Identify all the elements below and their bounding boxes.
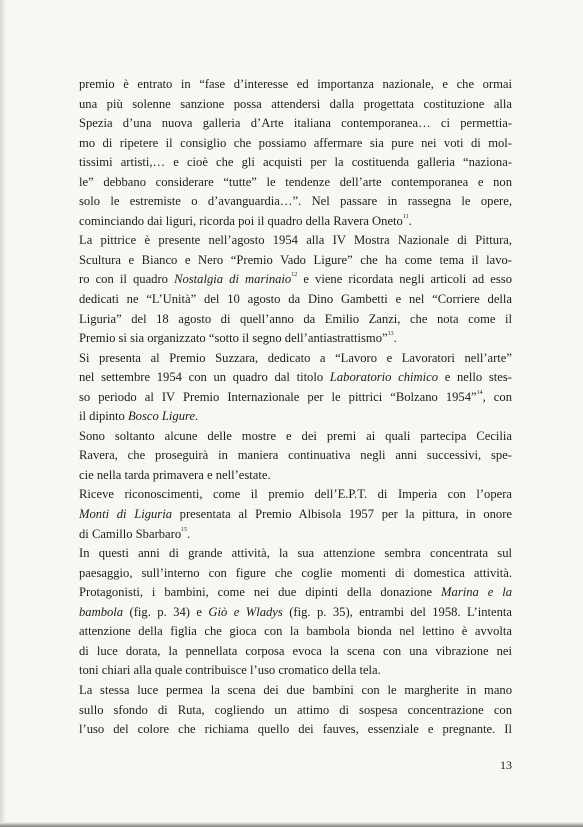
text-line [79, 231, 512, 251]
text-run: Si presenta al Premio Suzzara, dedicato a “Lavoro e Lavoratori nell’arte” [79, 350, 512, 365]
text-line [79, 310, 512, 330]
page-number: 13 [500, 758, 512, 772]
paragraph [79, 544, 512, 681]
italic-title: Marina e la [441, 585, 513, 600]
text-line [79, 388, 512, 408]
text-run: Protagonisti, i bambini, come nei due dipinti della donazione [79, 585, 442, 600]
text-run: Spezia d’una nuova galleria d’Arte italiana contemporanea… ci permettia- [79, 116, 512, 131]
text-run: . [187, 526, 191, 541]
paragraph [79, 231, 512, 348]
footnote-marker: 14 [476, 389, 483, 396]
text-run: Ravera, che proseguirà in maniera continuativa negli anni successivi, spe- [79, 448, 512, 463]
text-run: presentata al Premio Albisola 1957 per la pittura, in onore [172, 507, 513, 522]
text-line [79, 466, 512, 486]
text-line [79, 505, 512, 525]
text-line [79, 95, 512, 115]
paragraph [79, 485, 512, 544]
text-run: e viene ricordata negli articoli ad esso [297, 272, 512, 287]
text-line [79, 212, 512, 232]
text-run: Sono soltanto alcune delle mostre e dei premi ai quali partecipa Cecilia [79, 428, 512, 443]
text-run: La stessa luce permea la scena dei due bambini con le margherite in mano [79, 682, 512, 697]
text-run: una più solenne sanzione possa attendersi dalla progettata costituzione alla [79, 96, 512, 111]
text-line [79, 407, 512, 427]
text-line [79, 564, 512, 584]
text-run: e nello stes- [438, 370, 512, 385]
paragraph [79, 75, 512, 231]
text-line [79, 427, 512, 447]
text-line [79, 192, 512, 212]
italic-title: Laboratorio chimico [329, 370, 439, 385]
text-line [79, 446, 512, 466]
footnote-marker: 11 [402, 213, 409, 220]
text-line [79, 622, 512, 642]
text-line [79, 329, 512, 349]
text-line [79, 153, 512, 173]
italic-title: Bosco Ligure [127, 409, 196, 424]
text-run: so periodo al IV Premio Internazionale per le pittrici “Bolzano 1954” [79, 389, 477, 404]
text-run: sullo sfondo di Ruta, cogliendo un attimo di sospesa concentrazione con [79, 702, 512, 717]
text-run: In questi anni di grande attività, la sua attenzione sembra concentrata sul [79, 546, 512, 561]
text-run: (fig. p. 35), entrambi del 1958. L’intenta [282, 604, 513, 619]
text-run: dedicati ne “L’Unità” del 10 agosto da Dino Gambetti e nel “Corriere della [79, 292, 512, 307]
text-run: . [408, 213, 412, 228]
text-run: . [393, 331, 397, 346]
footnote-marker: 13 [387, 331, 394, 338]
italic-title: Giò e Wladys [208, 604, 283, 619]
text-run: attenzione della figlia che gioca con la bambola bionda nel lettino è avvolta [79, 624, 512, 639]
text-run: solo le estremiste o d’avanguardia…”. Nel passare in rassegna le opere, [79, 194, 512, 209]
italic-title: bambola [79, 604, 124, 619]
text-run: Premio si sia organizzato “sotto il segno dell’antiastrattismo” [79, 331, 388, 346]
text-run: nel settembre 1954 con un quadro dal titolo [79, 370, 330, 385]
text-line [79, 525, 512, 545]
text-line [79, 173, 512, 193]
text-run: . [195, 409, 199, 424]
text-run: Scultura e Bianco e Nero “Premio Vado Ligure” che ha come tema il lavo- [79, 252, 512, 267]
text-run: ro con il quadro [79, 272, 175, 287]
italic-title: Nostalgia di marinaio [174, 272, 292, 287]
text-line [79, 603, 512, 623]
text-line [79, 661, 512, 681]
text-run: di Camillo Sbarbaro [79, 526, 182, 541]
text-line [79, 114, 512, 134]
paragraph [79, 427, 512, 486]
text-run: le” debbano considerare “tutte” le tendenze dell’arte contemporanea e non [79, 174, 512, 189]
text-run: paesaggio, sull’interno con figure che coglie momenti di domestica attività. [79, 565, 512, 580]
text-line [79, 642, 512, 662]
text-line [79, 583, 512, 603]
text-run: cie nella tarda primavera e nell’estate. [79, 467, 271, 482]
text-line [79, 681, 512, 701]
text-line [79, 368, 512, 388]
footnote-marker: 15 [181, 526, 188, 533]
text-line [79, 134, 512, 154]
scan-edge-left [0, 0, 6, 827]
text-run: cominciando dai liguri, ricorda poi il quadro della Ravera Oneto [79, 213, 403, 228]
text-line [79, 720, 512, 740]
text-run: (fig. p. 34) e [123, 604, 209, 619]
text-line [79, 544, 512, 564]
text-run: Liguria” del 18 agosto di quell’anno da Emilio Zanzi, che nota come il [79, 311, 512, 326]
text-line [79, 75, 512, 95]
footnote-marker: 12 [291, 272, 298, 279]
paragraph [79, 349, 512, 427]
text-run: il dipinto [79, 409, 128, 424]
scan-edge-bottom [0, 822, 583, 827]
text-line [79, 701, 512, 721]
text-line [79, 485, 512, 505]
body-text [79, 75, 512, 740]
text-run: Riceve riconoscimenti, come il premio dell’E.P.T. di Imperia con l’opera [79, 487, 512, 502]
text-run: toni chiari alla quale contribuisce l’uso cromatico della tela. [79, 663, 381, 678]
text-run: mo di ripetere il consiglio che possiamo affermare sia pure nei voti di mol- [79, 135, 512, 150]
text-line [79, 270, 512, 290]
text-run: di luce dorata, la pennellata corposa evoca la scena con una vibrazione nei [79, 643, 512, 658]
text-run: premio è entrato in “fase d’interesse ed importanza nazionale, e che ormai [79, 77, 512, 91]
text-run: l’uso del colore che richiama quello dei fauves, essenziale e pregnante. Il [79, 722, 512, 737]
text-run: , con [482, 389, 512, 404]
text-run: La pittrice è presente nell’agosto 1954 alla IV Mostra Nazionale di Pittura, [79, 233, 512, 248]
text-line [79, 349, 512, 369]
text-run: tissimi artisti,… e cioè che gli acquisti per la costituenda galleria “naziona- [79, 155, 512, 170]
text-line [79, 251, 512, 271]
italic-title: Monti di Liguria [79, 507, 173, 522]
text-line [79, 290, 512, 310]
paragraph [79, 681, 512, 740]
